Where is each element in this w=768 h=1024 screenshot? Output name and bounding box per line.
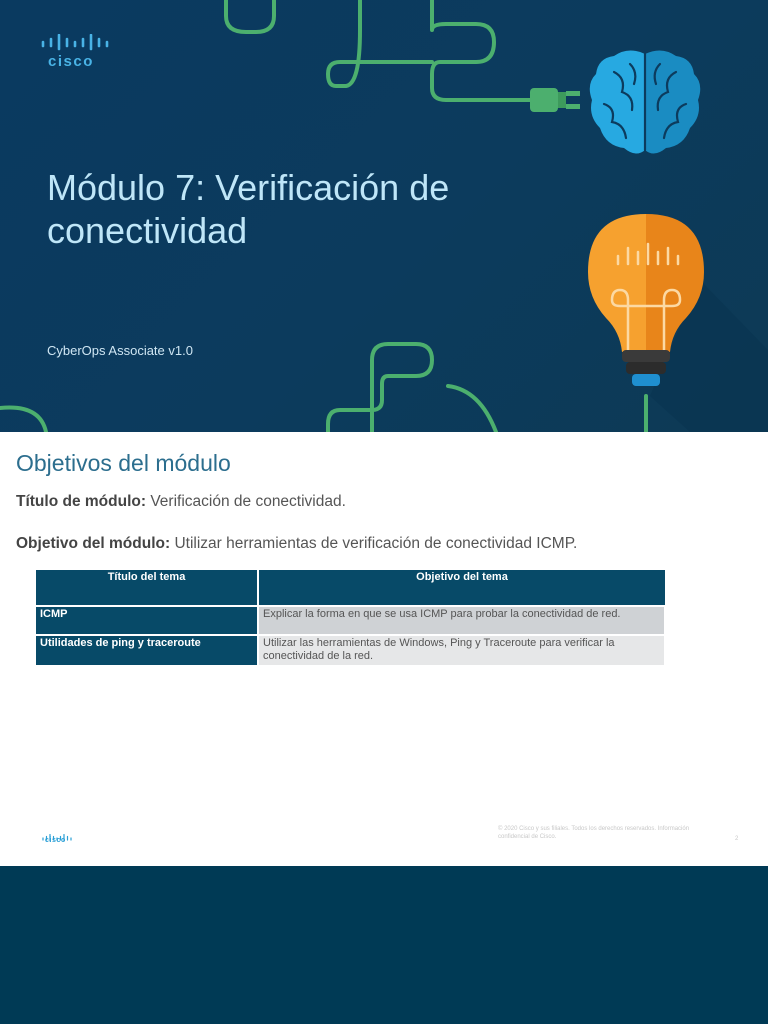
topic-cell: Utilidades de ping y traceroute — [36, 635, 258, 665]
objective-cell: Explicar la forma en que se usa ICMP para probar la conectividad de red. — [258, 606, 665, 635]
table-header-row — [36, 570, 665, 606]
topic-cell: ICMP — [36, 606, 258, 635]
footer-cisco-wordmark: cisco — [45, 837, 66, 844]
slide-title: Módulo 7: Verificación de conectividad — [47, 167, 450, 251]
module-objective-value: Utilizar herramientas de verificación de conectividad ICMP. — [174, 535, 578, 552]
module-objective-label: Objetivo del módulo: — [16, 535, 171, 552]
title-slide — [0, 0, 768, 432]
page-number: 2 — [735, 836, 739, 842]
objectives-heading: Objetivos del módulo — [16, 450, 231, 476]
module-objective-line — [16, 535, 577, 553]
module-title-value: Verificación de conectividad. — [150, 493, 346, 510]
cisco-logo-icon — [40, 34, 112, 52]
cisco-logo — [40, 34, 112, 70]
column-header-objective: Objetivo del tema — [258, 570, 665, 606]
cisco-wordmark: cisco — [48, 53, 94, 70]
copyright-notice: © 2020 Cisco y sus filiales. Todos los derechos reservados. Información confidencial de Cisco. — [498, 826, 690, 840]
objective-cell: Utilizar las herramientas de Windows, Ping y Traceroute para verificar la conectividad de la red. — [258, 635, 665, 665]
table-row — [36, 606, 665, 635]
module-title-label: Título de módulo: — [16, 493, 147, 510]
topics-table — [36, 570, 666, 665]
brain-icon — [590, 50, 701, 153]
plug-icon — [530, 88, 580, 112]
slide-subtitle: CyberOps Associate v1.0 — [47, 343, 193, 358]
footer-cisco-logo — [42, 829, 72, 847]
light-bulb-icon — [588, 214, 768, 432]
table-row — [36, 635, 665, 665]
module-title-line — [16, 493, 346, 511]
column-header-topic: Título del tema — [36, 570, 258, 606]
objectives-slide — [0, 432, 768, 866]
